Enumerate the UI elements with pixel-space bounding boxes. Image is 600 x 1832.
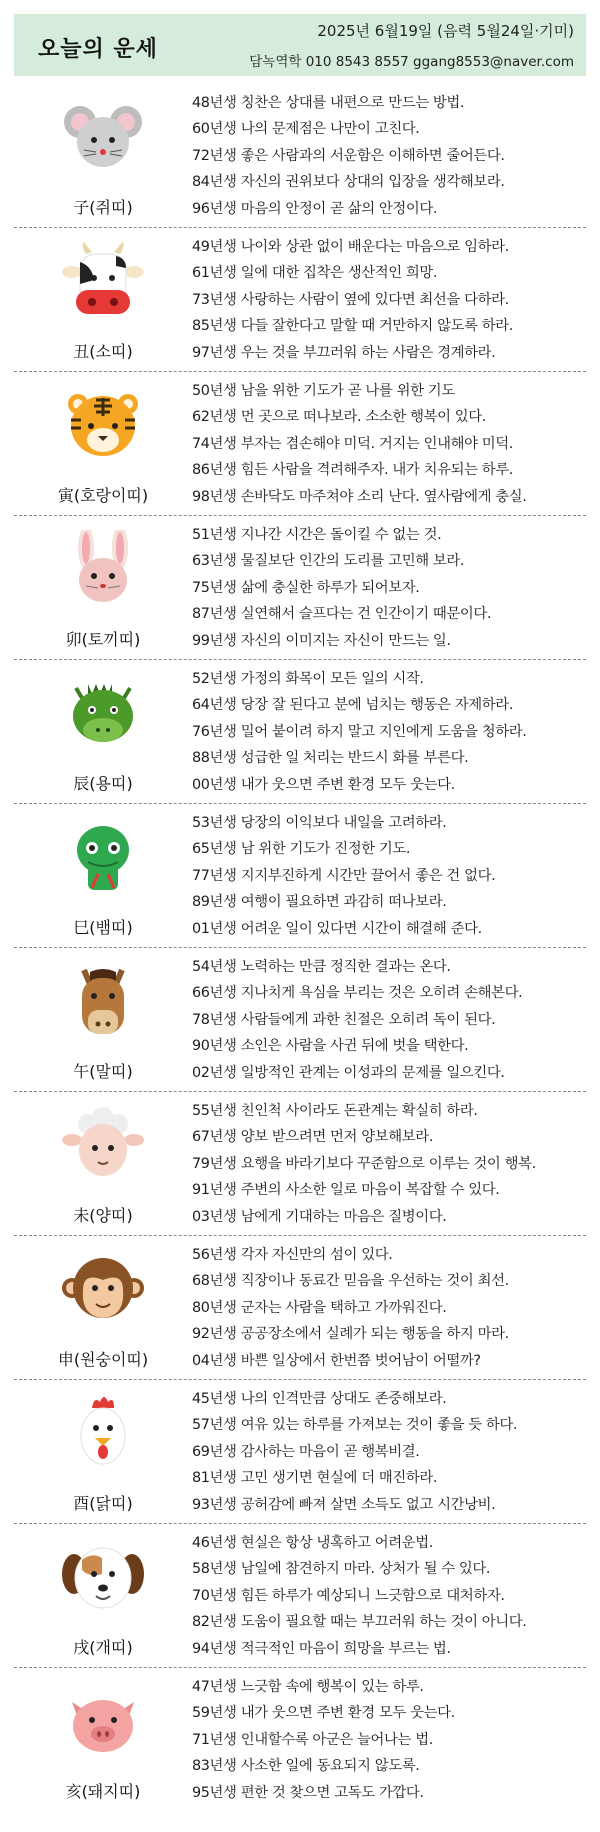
- fortune-line: 48년생 칭찬은 상대를 내편으로 만드는 방법.: [192, 95, 465, 111]
- zodiac-label: 申(원숭이띠): [57, 1350, 149, 1369]
- fortune-line: 66년생 지나치게 욕심을 부리는 것은 오히려 손해본다.: [192, 985, 523, 1002]
- fortune-line: 93년생 공허감에 빠져 살면 소득도 없고 시간낭비.: [192, 1496, 496, 1513]
- zodiac-row: [14, 1668, 586, 1812]
- zodiac-row: [14, 228, 586, 372]
- fortune-line: 60년생 나의 문제점은 나만이 고친다.: [192, 121, 420, 138]
- zodiac-row: [14, 804, 586, 948]
- fortune-line: 56년생 각자 자신만의 섬이 있다.: [192, 1247, 393, 1263]
- tiger-icon: [58, 386, 148, 466]
- fortune-line: 92년생 공공장소에서 실례가 되는 행동을 하지 마라.: [192, 1326, 509, 1343]
- fortune-line: 46년생 현실은 항상 냉혹하고 어려운법.: [192, 1535, 433, 1551]
- zodiac-row: [14, 1092, 586, 1236]
- zodiac-label: 辰(용띠): [73, 774, 133, 793]
- fortune-lines: [192, 1530, 586, 1662]
- fortune-line: 52년생 가정의 화목이 모든 일의 시작.: [192, 671, 424, 687]
- fortune-line: 01년생 어려운 일이 있다면 시간이 해결해 준다.: [192, 920, 482, 937]
- zodiac-animal: [14, 516, 192, 660]
- fortune-line: 67년생 양보 받으려면 먼저 양보해보라.: [192, 1129, 433, 1146]
- zodiac-row: [14, 1236, 586, 1380]
- fortune-line: 62년생 먼 곳으로 떠나보라. 소소한 행복이 있다.: [192, 409, 486, 426]
- zodiac-animal: [14, 1236, 192, 1380]
- zodiac-animal: [14, 1668, 192, 1812]
- fortune-line: 79년생 요행을 바라기보다 꾸준함으로 이루는 것이 행복.: [192, 1155, 536, 1172]
- zodiac-animal: [14, 1380, 192, 1524]
- fortune-line: 83년생 사소한 일에 동요되지 않도록.: [192, 1758, 420, 1775]
- fortune-line: 78년생 사람들에게 과한 친절은 오히려 독이 된다.: [192, 1011, 496, 1028]
- fortune-lines: [192, 522, 586, 654]
- fortune-line: 68년생 직장이나 동료간 믿음을 우선하는 것이 최선.: [192, 1273, 509, 1290]
- zodiac-label: 寅(호랑이띠): [57, 486, 149, 505]
- zodiac-label: 子(쥐띠): [73, 198, 133, 217]
- fortune-line: 73년생 사랑하는 사람이 옆에 있다면 최선을 다하라.: [192, 291, 509, 308]
- zodiac-label: 卯(토끼띠): [65, 630, 141, 649]
- fortune-line: 89년생 여행이 필요하면 과감히 떠나보라.: [192, 894, 447, 911]
- zodiac-label: 戌(개띠): [73, 1638, 133, 1657]
- fortune-line: 54년생 노력하는 만큼 정직한 결과는 온다.: [192, 959, 451, 975]
- fortune-lines: [192, 378, 586, 510]
- rabbit-icon: [58, 530, 148, 610]
- zodiac-animal: [14, 1092, 192, 1236]
- zodiac-row: [14, 948, 586, 1092]
- fortune-line: 50년생 남을 위한 기도가 곧 나를 위한 기도: [192, 383, 455, 399]
- fortune-line: 53년생 당장의 이익보다 내일을 고려하라.: [192, 815, 447, 831]
- fortune-line: 85년생 다들 잘한다고 말할 때 거만하지 않도록 하라.: [192, 318, 513, 335]
- zodiac-label: 酉(닭띠): [73, 1494, 133, 1513]
- fortune-line: 57년생 여유 있는 하루를 가져보는 것이 좋을 듯 하다.: [192, 1417, 518, 1434]
- fortune-line: 91년생 주변의 사소한 일로 마음이 복잡할 수 있다.: [192, 1182, 500, 1199]
- zodiac-list: [14, 84, 586, 1812]
- fortune-lines: [192, 1674, 586, 1806]
- fortune-line: 61년생 일에 대한 집착은 생산적인 희망.: [192, 265, 438, 282]
- fortune-line: 98년생 손바닥도 마주쳐야 소리 난다. 옆사람에게 충실.: [192, 488, 527, 505]
- pig-icon: [58, 1682, 148, 1762]
- zodiac-label: 亥(돼지띠): [65, 1782, 141, 1801]
- dragon-icon: [58, 674, 148, 754]
- fortune-lines: [192, 1386, 586, 1518]
- fortune-lines: [192, 234, 586, 366]
- fortune-line: 90년생 소인은 사람을 사귄 뒤에 벗을 택한다.: [192, 1038, 469, 1055]
- fortune-line: 95년생 편한 것 찾으면 고독도 가깝다.: [192, 1784, 424, 1801]
- header-bar: [14, 14, 586, 76]
- fortune-line: 88년생 성급한 일 처리는 반드시 화를 부른다.: [192, 750, 469, 767]
- fortune-line: 94년생 적극적인 마음이 희망을 부르는 법.: [192, 1640, 451, 1657]
- zodiac-animal: [14, 372, 192, 516]
- fortune-line: 04년생 바쁜 일상에서 한번쯤 벗어남이 어떨까?: [192, 1352, 481, 1369]
- fortune-line: 63년생 물질보단 인간의 도리를 고민해 보라.: [192, 553, 465, 570]
- date-line: 2025년 6월19일 (음력 5월24일·기미): [317, 22, 574, 40]
- fortune-line: 82년생 도움이 필요할 때는 부끄러워 하는 것이 아니다.: [192, 1614, 527, 1631]
- fortune-line: 49년생 나이와 상관 없이 배운다는 마음으로 임하라.: [192, 239, 509, 255]
- dog-icon: [58, 1538, 148, 1618]
- zodiac-row: [14, 1380, 586, 1524]
- zodiac-animal: [14, 660, 192, 804]
- fortune-line: 84년생 자신의 권위보다 상대의 입장을 생각해보라.: [192, 174, 505, 191]
- zodiac-row: [14, 1524, 586, 1668]
- fortune-line: 75년생 삶에 충실한 하루가 되어보자.: [192, 579, 420, 596]
- fortune-line: 69년생 감사하는 마음이 곧 행복비결.: [192, 1443, 420, 1460]
- fortune-lines: [192, 810, 586, 942]
- fortune-line: 02년생 일방적인 관계는 이성과의 문제를 일으킨다.: [192, 1064, 505, 1081]
- zodiac-animal: [14, 804, 192, 948]
- zodiac-label: 午(말띠): [73, 1062, 133, 1081]
- fortune-line: 00년생 내가 웃으면 주변 환경 모두 웃는다.: [192, 776, 455, 793]
- fortune-line: 72년생 좋은 사람과의 서운함은 이해하면 줄어든다.: [192, 147, 505, 164]
- zodiac-row: [14, 372, 586, 516]
- fortune-line: 71년생 인내할수록 아군은 늘어나는 법.: [192, 1731, 433, 1748]
- fortune-line: 99년생 자신의 이미지는 자신이 만드는 일.: [192, 632, 451, 649]
- fortune-line: 03년생 남에게 기대하는 마음은 질병이다.: [192, 1208, 447, 1225]
- zodiac-animal: [14, 84, 192, 228]
- rooster-icon: [58, 1394, 148, 1474]
- zodiac-row: [14, 84, 586, 228]
- sheep-icon: [58, 1106, 148, 1186]
- monkey-icon: [58, 1250, 148, 1330]
- fortune-lines: [192, 90, 586, 222]
- fortune-line: 59년생 내가 웃으면 주변 환경 모두 웃는다.: [192, 1705, 455, 1722]
- fortune-lines: [192, 1098, 586, 1230]
- zodiac-animal: [14, 948, 192, 1092]
- fortune-line: 65년생 남 위한 기도가 진정한 기도.: [192, 841, 411, 858]
- fortune-line: 86년생 힘든 사람을 격려해주자. 내가 치유되는 하루.: [192, 462, 513, 479]
- fortune-line: 80년생 군자는 사람을 택하고 가까워진다.: [192, 1299, 447, 1316]
- fortune-line: 64년생 당장 잘 된다고 분에 넘치는 행동은 자제하라.: [192, 697, 513, 714]
- zodiac-label: 丑(소띠): [73, 342, 133, 361]
- page-title: 오늘의 운세: [38, 37, 158, 62]
- fortune-line: 96년생 마음의 안정이 곧 삶의 안정이다.: [192, 200, 438, 217]
- fortune-line: 81년생 고민 생기면 현실에 더 매진하라.: [192, 1470, 438, 1487]
- cow-icon: [58, 242, 148, 322]
- zodiac-row: [14, 660, 586, 804]
- zodiac-animal: [14, 228, 192, 372]
- zodiac-label: 巳(뱀띠): [73, 918, 133, 937]
- fortune-line: 87년생 실연해서 슬프다는 건 인간이기 때문이다.: [192, 606, 492, 623]
- fortune-line: 74년생 부자는 겸손해야 미덕. 거지는 인내해야 미덕.: [192, 435, 513, 452]
- rat-icon: [58, 98, 148, 178]
- zodiac-animal: [14, 1524, 192, 1668]
- snake-icon: [58, 818, 148, 898]
- fortune-line: 55년생 친인척 사이라도 돈관계는 확실히 하라.: [192, 1103, 478, 1119]
- fortune-lines: [192, 1242, 586, 1374]
- zodiac-row: [14, 516, 586, 660]
- fortune-lines: [192, 666, 586, 798]
- fortune-line: 58년생 남일에 참견하지 마라. 상처가 될 수 있다.: [192, 1561, 491, 1578]
- horse-icon: [58, 962, 148, 1042]
- fortune-line: 70년생 힘든 하루가 예상되니 느긋함으로 대처하자.: [192, 1587, 505, 1604]
- fortune-line: 45년생 나의 인격만큼 상대도 존중해보라.: [192, 1391, 447, 1407]
- fortune-line: 97년생 우는 것을 부끄러워 하는 사람은 경계하라.: [192, 344, 496, 361]
- fortune-line: 47년생 느긋함 속에 행복이 있는 하루.: [192, 1679, 424, 1695]
- contact-line: 담녹역학 010 8543 8557 ggang8553@naver.com: [249, 54, 574, 70]
- fortune-lines: [192, 954, 586, 1086]
- fortune-line: 51년생 지나간 시간은 돌이킬 수 없는 것.: [192, 527, 442, 543]
- fortune-line: 77년생 지지부진하게 시간만 끌어서 좋은 건 없다.: [192, 867, 496, 884]
- fortune-line: 76년생 밀어 붙이려 하지 말고 지인에게 도움을 청하라.: [192, 723, 527, 740]
- zodiac-label: 未(양띠): [73, 1206, 133, 1225]
